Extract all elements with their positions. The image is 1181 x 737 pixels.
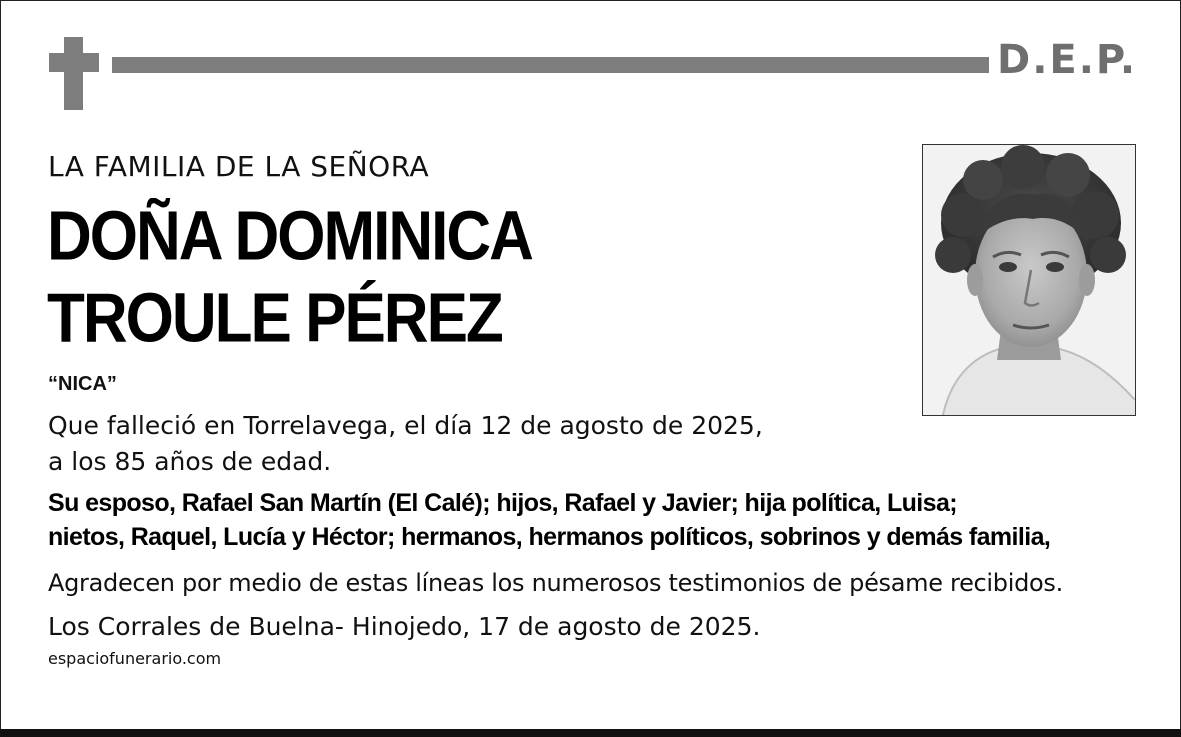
cross-icon bbox=[64, 37, 83, 110]
header-rule bbox=[112, 57, 989, 73]
dep-label: D.E.P. bbox=[997, 37, 1138, 83]
thanks-text: Agradecen por medio de estas líneas los numerosos testimonios de pésame recibidos. bbox=[48, 569, 1063, 597]
bottom-border-bar bbox=[0, 729, 1181, 737]
death-details-line-1: Que falleció en Torrelavega, el día 12 de agosto de 2025, bbox=[48, 411, 763, 440]
family-of-label: LA FAMILIA DE LA SEÑORA bbox=[48, 150, 430, 183]
cross-icon-arm bbox=[49, 53, 99, 72]
family-list-line-2: nietos, Raquel, Lucía y Héctor; hermanos, hermanos políticos, sobrinos y demás familia, bbox=[48, 523, 1051, 551]
death-details-line-2: a los 85 años de edad. bbox=[48, 447, 332, 476]
deceased-name-line-2: TROULE PÉREZ bbox=[47, 280, 502, 358]
website-link[interactable]: espaciofunerario.com bbox=[48, 649, 222, 668]
portrait-illustration bbox=[923, 145, 1135, 415]
deceased-name-line-1: DOÑA DOMINICA bbox=[47, 198, 532, 276]
portrait-photo bbox=[922, 144, 1136, 416]
nickname: “NICA” bbox=[48, 373, 117, 395]
place-and-date: Los Corrales de Buelna- Hinojedo, 17 de agosto de 2025. bbox=[48, 612, 761, 641]
family-list-line-1: Su esposo, Rafael San Martín (El Calé); hijos, Rafael y Javier; hija política, Luisa; bbox=[48, 489, 957, 517]
